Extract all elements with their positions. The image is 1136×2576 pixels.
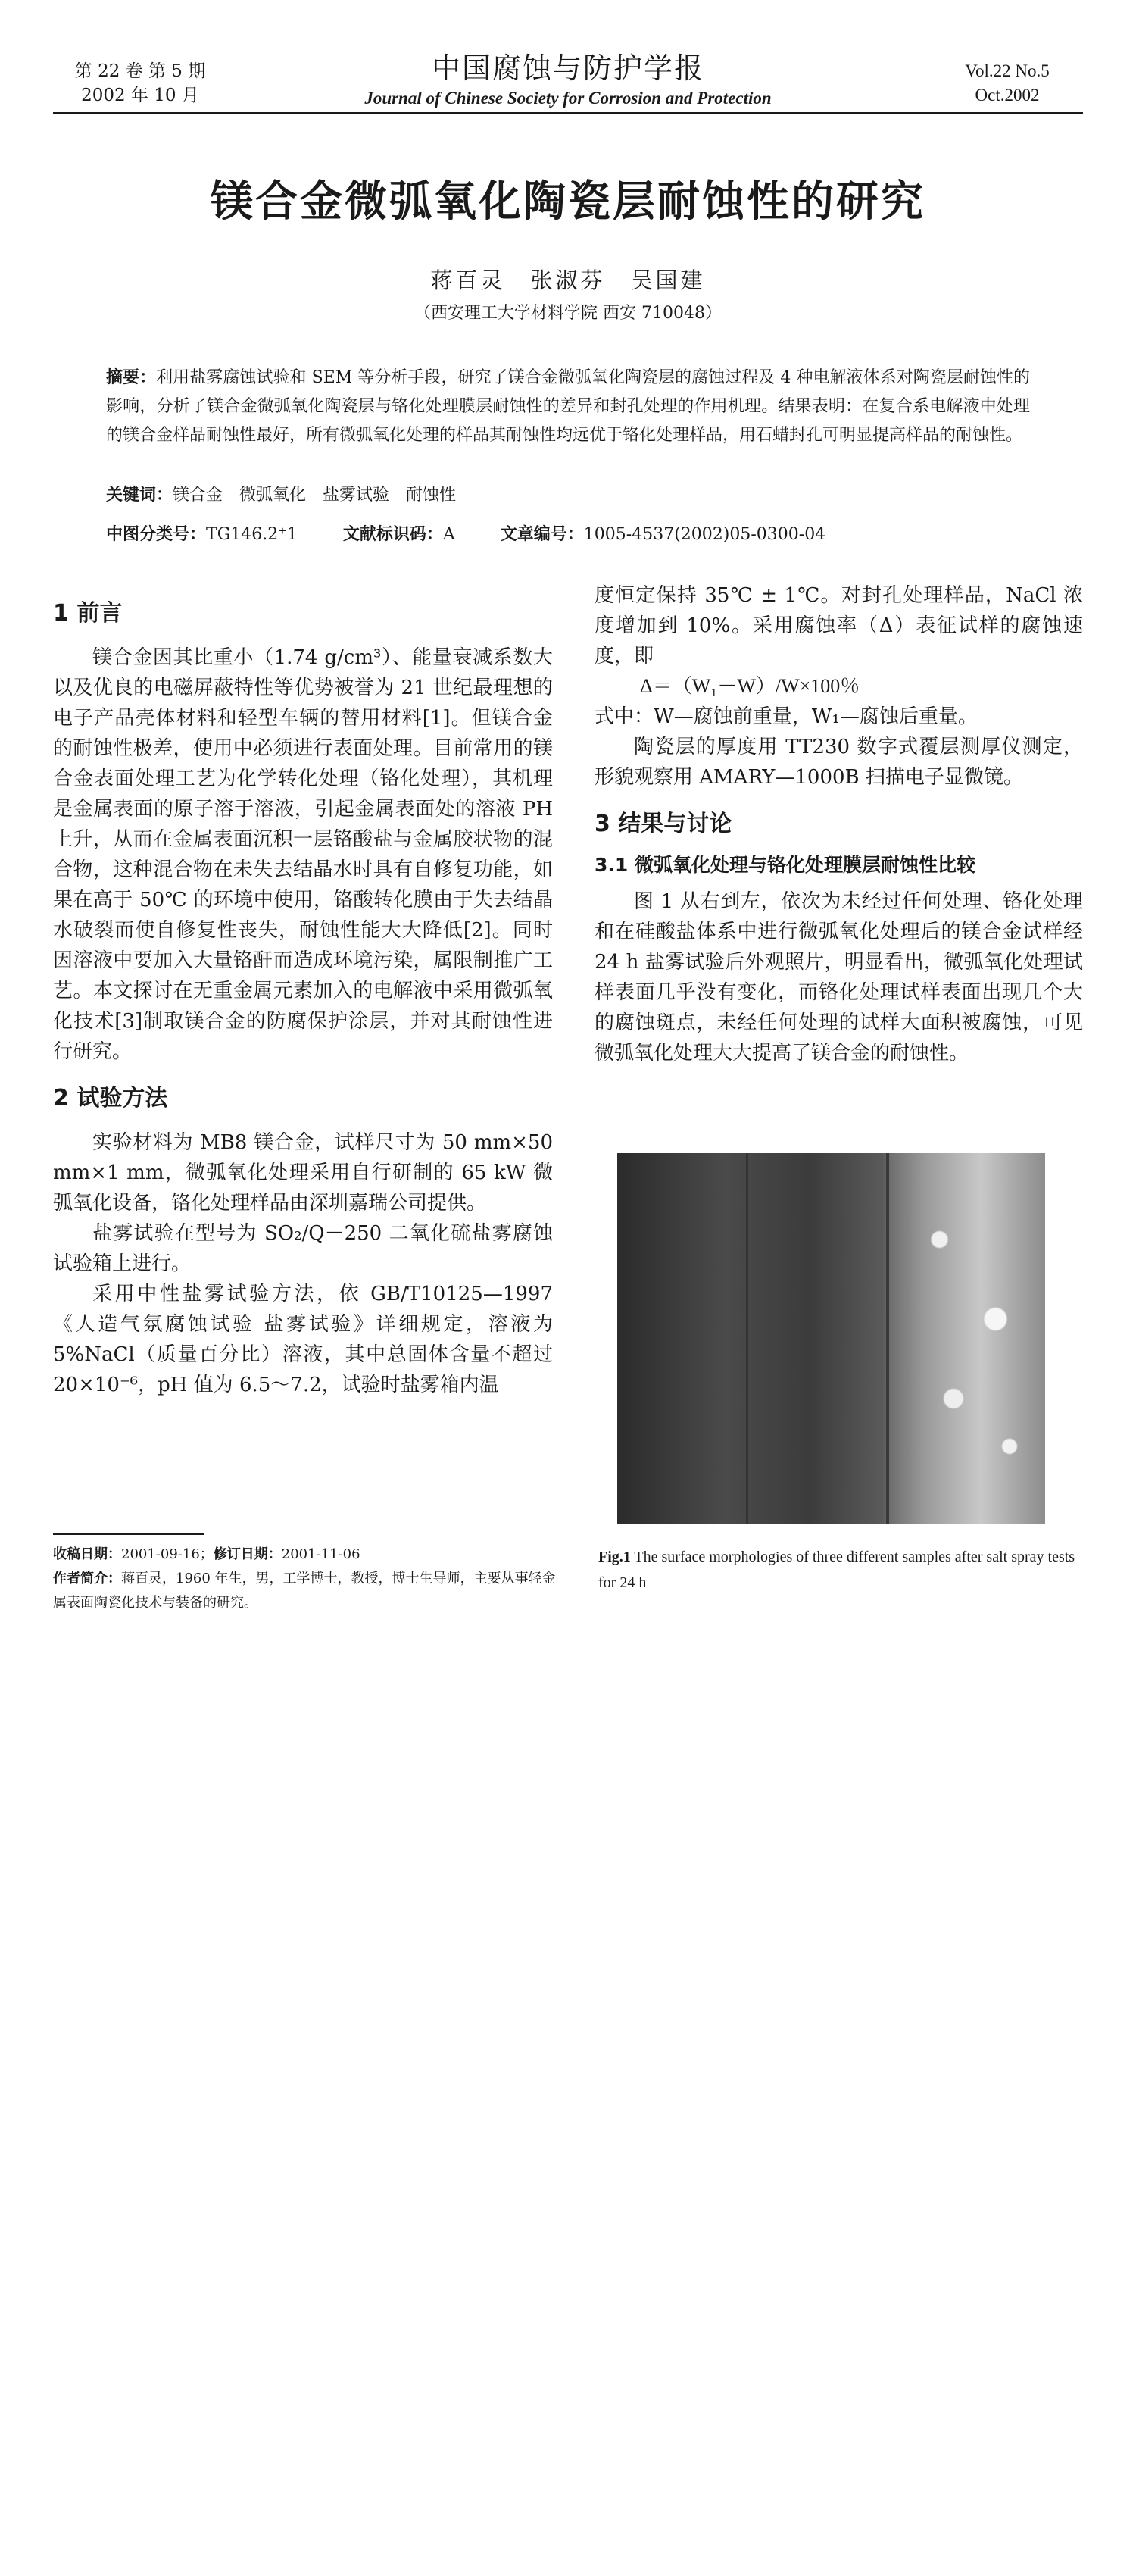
figure-label: Fig.1 xyxy=(598,1549,631,1565)
header-date: 2002 年 10 月 xyxy=(81,86,199,105)
equation-description: 式中：W—腐蚀前重量，W₁—腐蚀后重量。 xyxy=(595,705,978,728)
abstract xyxy=(106,364,1030,450)
received-label: 收稿日期： xyxy=(53,1546,121,1562)
article-number-label: 文章编号： xyxy=(500,525,584,544)
footnote-bio xyxy=(53,1567,568,1615)
abstract-label: 摘要： xyxy=(106,368,157,387)
received-date: 2001-09-16； xyxy=(121,1546,214,1562)
doc-code xyxy=(343,521,455,545)
journal-title-cn: 中国腐蚀与防护学报 xyxy=(431,52,704,85)
article-number xyxy=(501,521,825,545)
doc-code-label: 文献标识码： xyxy=(342,525,443,544)
section-2-heading: 2 试验方法 xyxy=(53,1085,168,1111)
figure-1-photo xyxy=(617,1153,1045,1524)
article-authors: 蒋百灵 张淑芬 吴国建 xyxy=(430,267,706,293)
revised-label: 修订日期： xyxy=(213,1546,282,1562)
header-rule xyxy=(53,112,1083,114)
article-affiliation: （西安理工大学材料学院 西安 710048） xyxy=(414,304,722,323)
keywords xyxy=(106,482,1030,505)
bio-text: 蒋百灵，1960 年生，男，工学博士，教授，博士生导师，主要从事轻金属表面陶瓷化技术与装备的研究。 xyxy=(53,1571,556,1611)
figure-caption-text: The surface morphologies of three different samples after salt spray tests for 24 h xyxy=(598,1549,1075,1591)
figure-1-caption xyxy=(598,1544,1083,1596)
corrosion-spots xyxy=(897,1176,1038,1494)
section-2-paragraph-2: 盐雾试验在型号为 SO₂/Q－250 二氧化硫盐雾腐蚀试验箱上进行。 xyxy=(53,1222,553,1275)
section-2-paragraph-1: 实验材料为 MB8 镁合金，试样尺寸为 50 mm×50 mm×1 mm，微弧氧化处理采用自行研制的 65 kW 微弧氧化设备，铬化处理样品由深圳嘉瑞公司提供。 xyxy=(53,1131,553,1215)
clc-value: TG146.2⁺1 xyxy=(206,525,298,544)
section-3-1-heading: 3.1 微弧氧化处理与铬化处理膜层耐蚀性比较 xyxy=(595,854,975,876)
clc xyxy=(106,521,298,545)
header-volume-info xyxy=(68,59,212,108)
journal-title-en: Journal of Chinese Society for Corrosion and Protection xyxy=(364,89,772,108)
keywords-text: 镁合金 微弧氧化 盐雾试验 耐蚀性 xyxy=(173,486,457,505)
corrosion-rate-equation: Δ＝（W₁－W）/W×100％ xyxy=(640,675,860,697)
abstract-text: 利用盐雾腐蚀试验和 SEM 等分析手段，研究了镁合金微弧氧化陶瓷层的腐蚀过程及 4 种电解液体系对陶瓷层耐蚀性的影响，分析了镁合金微弧氧化陶瓷层与铬化处理膜层耐蚀性的差异和封孔处理的作用机理。结果表明：在复合系电解液中处理的镁合金样品耐蚀性最好，所有微弧氧化处理的样品其耐蚀性均远优于铬化处理样品，用石蜡封孔可明显提高样品的耐蚀性。 xyxy=(106,368,1030,445)
footnote xyxy=(53,1543,568,1615)
classification-line xyxy=(106,521,1030,545)
section-1-heading: 1 前言 xyxy=(53,600,123,627)
clc-label: 中图分类号： xyxy=(106,525,207,544)
article-title: 镁合金微弧氧化陶瓷层耐蚀性的研究 xyxy=(211,177,925,227)
section-1-paragraph: 镁合金因其比重小（1.74 g/cm³）、能量衰减系数大以及优良的电磁屏蔽特性等优势被誉为 21 世纪最理想的电子产品壳体材料和轻型车辆的替用材料[1]。但镁合金的耐蚀性极差，使用中必须进行表面处理。目前常用的镁合金表面处理工艺为化学转化处理（铬化处理），其机理是金属表面的原子溶于溶液，引起金属表面处的溶液 PH 上升，从而在金属表面沉积一层铬酸盐与金属胶状物的混合物，这种混合物在未失去结晶水时具有自修复功能，如果在高于 50℃ 的环境中使用，铬酸转化膜由于失去结晶水破裂而使自修复性丧失，耐蚀性能大大降低[2]。同时因溶液中要加入大量铬酐而造成环境污染，属限制推广工艺。本文探讨在无重金属元素加入的电解液中采用微弧氧化技术[3]制取镁合金的防腐保护涂层，并对其耐蚀性进行研究。 xyxy=(53,646,553,1063)
header-volume-en: Vol.22 No.5 xyxy=(965,61,1050,80)
footnote-dates xyxy=(53,1543,568,1567)
article-number-value: 1005-4537(2002)05-0300-04 xyxy=(583,525,826,544)
footnote-rule xyxy=(53,1533,204,1535)
left-column xyxy=(53,599,553,1400)
revised-date: 2001-11-06 xyxy=(281,1546,360,1562)
thickness-paragraph: 陶瓷层的厚度用 TT230 数字式覆层测厚仪测定，形貌观察用 AMARY—1000B 扫描电子显微镜。 xyxy=(595,736,1083,789)
section-3-1-paragraph: 图 1 从右到左，依次为未经过任何处理、铬化处理和在硅酸盐体系中进行微弧氧化处理后的镁合金试样经 24 h 盐雾试验后外观照片，明显看出，微弧氧化处理试样表面几乎没有变化，而铬化处理试样表面出现几个大的腐蚀斑点，未经任何处理的试样大面积被腐蚀，可见微弧氧化处理大大提高了镁合金的耐蚀性。 xyxy=(595,890,1083,1064)
header-date-en: Oct.2002 xyxy=(975,86,1040,105)
section-2-paragraph-3: 采用中性盐雾试验方法，依 GB/T10125—1997《人造气氛腐蚀试验 盐雾试验》详细规定，溶液为 5%NaCl（质量百分比）溶液，其中总固体含量不超过 20×10⁻⁶，pH 值为 6.5～7.2，试验时盐雾箱内温 xyxy=(53,1283,553,1396)
bio-label: 作者简介： xyxy=(53,1571,121,1587)
doc-code-value: A xyxy=(442,525,455,544)
sample-divider-right xyxy=(886,1153,889,1524)
continued-paragraph: 度恒定保持 35℃ ± 1℃。对封孔处理样品，NaCl 浓度增加到 10%。采用腐蚀率（Δ）表征试样的腐蚀速度，即 xyxy=(595,584,1083,667)
header-volume-info-en xyxy=(932,59,1083,108)
header-volume: 第 22 卷 第 5 期 xyxy=(74,61,206,81)
right-column xyxy=(595,580,1083,1068)
keywords-label: 关键词： xyxy=(106,486,173,505)
sample-divider-left xyxy=(746,1153,748,1524)
journal-header xyxy=(288,50,848,111)
section-3-heading: 3 结果与讨论 xyxy=(595,811,732,837)
